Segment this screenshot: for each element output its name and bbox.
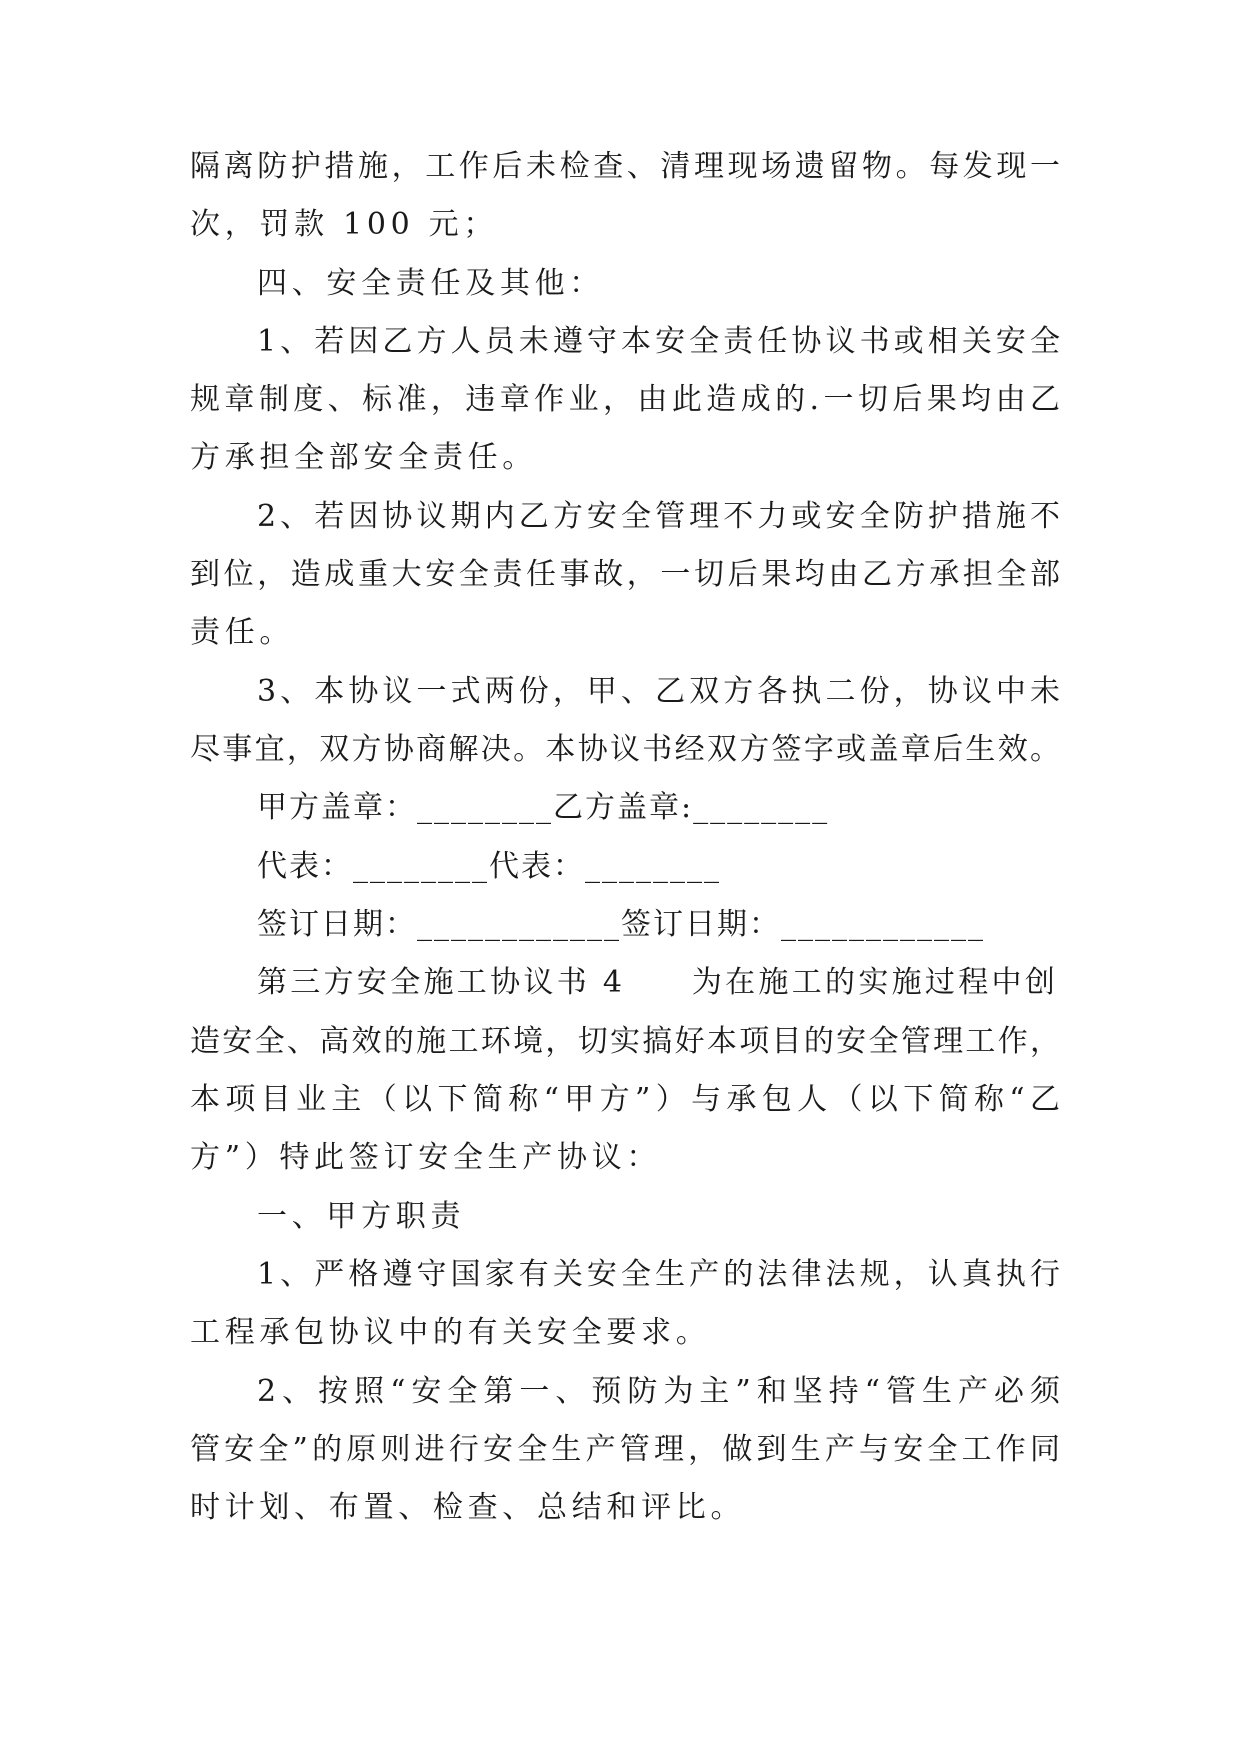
paragraph-line: 次，罚款 100 元；: [190, 207, 499, 242]
paragraph-line: 方承担全部安全责任。: [190, 440, 537, 475]
paragraph-line: 1、严格遵守国家有关安全生产的法律法规，认真执行: [257, 1257, 1060, 1292]
paragraph-line: 到位，造成重大安全责任事故，一切后果均由乙方承担全部: [190, 557, 1060, 592]
paragraph-line: 尽事宜，双方协商解决。本协议书经双方签字或盖章后生效。: [190, 732, 1060, 767]
signature-line: 签订日期：____________签订日期：____________: [257, 907, 985, 942]
paragraph-line: 2、若因协议期内乙方安全管理不力或安全防护措施不: [257, 499, 1060, 534]
paragraph-line: 第三方安全施工协议书 4 为在施工的实施过程中创: [257, 965, 1059, 1000]
paragraph-line: 隔离防护措施，工作后未检查、清理现场遗留物。每发现一: [190, 149, 1060, 184]
paragraph-line: 管安全”的原则进行安全生产管理，做到生产与安全工作同: [190, 1432, 1060, 1467]
paragraph-line: 1、若因乙方人员未遵守本安全责任协议书或相关安全: [257, 324, 1060, 359]
section-heading: 一、甲方职责: [257, 1199, 466, 1234]
signature-line: 甲方盖章：________乙方盖章:________: [257, 790, 830, 825]
signature-line: 代表：________代表：________: [257, 849, 721, 884]
paragraph-line: 造安全、高效的施工环境，切实搞好本项目的安全管理工作，: [190, 1024, 1060, 1059]
paragraph-line: 2、按照“安全第一、预防为主”和坚持“管生产必须: [257, 1374, 1060, 1409]
paragraph-line: 责任。: [190, 615, 295, 650]
section-heading: 四、安全责任及其他：: [257, 266, 604, 301]
paragraph-line: 本项目业主（以下简称“甲方”）与承包人（以下简称“乙: [190, 1082, 1060, 1117]
paragraph-line: 3、本协议一式两份，甲、乙双方各执二份，协议中未: [257, 674, 1060, 709]
paragraph-line: 规章制度、标准，违章作业，由此造成的.一切后果均由乙: [190, 382, 1060, 417]
paragraph-line: 时计划、布置、检查、总结和评比。: [190, 1490, 746, 1525]
paragraph-line: 方”）特此签订安全生产协议：: [190, 1140, 662, 1175]
paragraph-line: 工程承包协议中的有关安全要求。: [190, 1315, 711, 1350]
